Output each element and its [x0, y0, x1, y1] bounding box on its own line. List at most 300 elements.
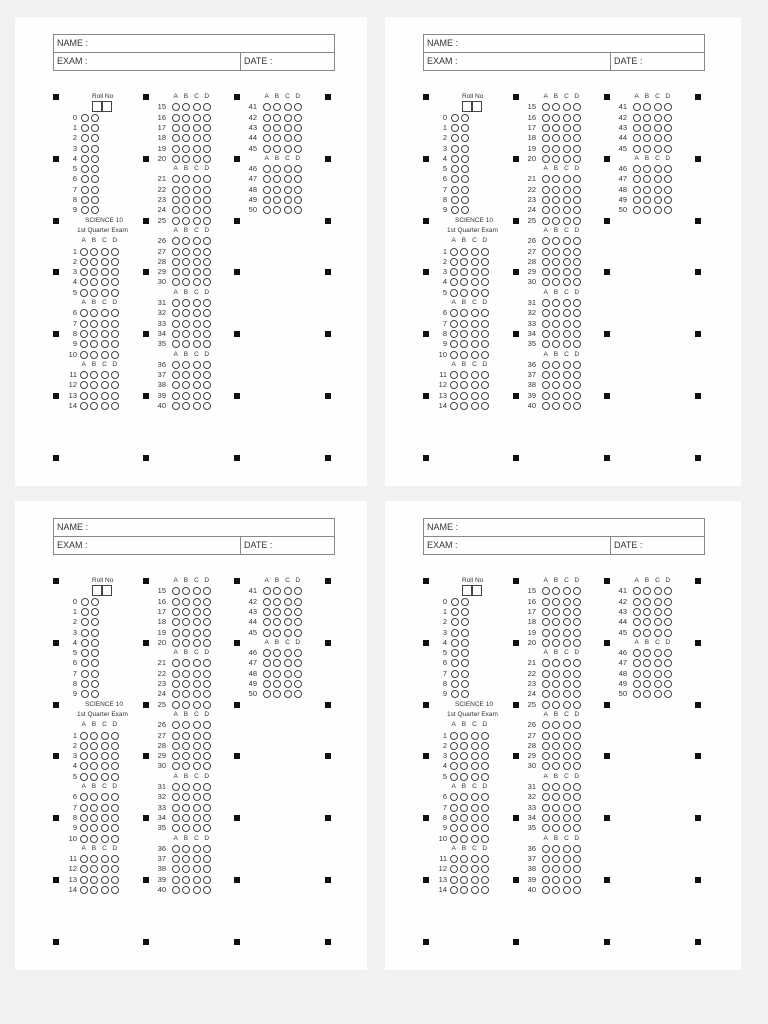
answer-bubble[interactable] [182, 680, 190, 688]
answer-bubble[interactable] [460, 309, 468, 317]
answer-bubble[interactable] [654, 649, 662, 657]
answer-bubble[interactable] [573, 639, 581, 647]
answer-bubble[interactable] [481, 814, 489, 822]
answer-bubble[interactable] [460, 865, 468, 873]
answer-bubble[interactable] [193, 587, 201, 595]
answer-bubble[interactable] [90, 752, 98, 760]
answer-bubble[interactable] [101, 268, 109, 276]
answer-bubble[interactable] [654, 608, 662, 616]
answer-bubble[interactable] [193, 659, 201, 667]
answer-bubble[interactable] [563, 608, 571, 616]
answer-bubble[interactable] [203, 340, 211, 348]
answer-bubble[interactable] [563, 299, 571, 307]
answer-bubble[interactable] [182, 804, 190, 812]
roll-bubble[interactable] [461, 680, 469, 688]
answer-bubble[interactable] [664, 134, 672, 142]
answer-bubble[interactable] [654, 196, 662, 204]
answer-bubble[interactable] [80, 309, 88, 317]
answer-bubble[interactable] [654, 124, 662, 132]
date-field[interactable] [240, 53, 272, 70]
roll-bubble[interactable] [81, 134, 89, 142]
answer-bubble[interactable] [563, 278, 571, 286]
roll-bubble[interactable] [451, 145, 459, 153]
answer-bubble[interactable] [563, 145, 571, 153]
answer-bubble[interactable] [643, 587, 651, 595]
answer-bubble[interactable] [172, 299, 180, 307]
answer-bubble[interactable] [573, 618, 581, 626]
answer-bubble[interactable] [182, 299, 190, 307]
answer-bubble[interactable] [664, 670, 672, 678]
answer-bubble[interactable] [182, 361, 190, 369]
answer-bubble[interactable] [460, 371, 468, 379]
answer-bubble[interactable] [460, 248, 468, 256]
answer-bubble[interactable] [273, 680, 281, 688]
answer-bubble[interactable] [552, 392, 560, 400]
answer-bubble[interactable] [172, 762, 180, 770]
answer-bubble[interactable] [542, 793, 550, 801]
answer-bubble[interactable] [573, 793, 581, 801]
answer-bubble[interactable] [633, 175, 641, 183]
roll-bubble[interactable] [451, 196, 459, 204]
answer-bubble[interactable] [481, 351, 489, 359]
answer-bubble[interactable] [552, 186, 560, 194]
roll-bubble[interactable] [461, 124, 469, 132]
answer-bubble[interactable] [573, 330, 581, 338]
roll-bubble[interactable] [451, 155, 459, 163]
answer-bubble[interactable] [90, 268, 98, 276]
answer-bubble[interactable] [542, 114, 550, 122]
answer-bubble[interactable] [563, 732, 571, 740]
answer-bubble[interactable] [182, 186, 190, 194]
answer-bubble[interactable] [573, 237, 581, 245]
answer-bubble[interactable] [90, 865, 98, 873]
answer-bubble[interactable] [633, 145, 641, 153]
answer-bubble[interactable] [552, 114, 560, 122]
answer-bubble[interactable] [101, 876, 109, 884]
answer-bubble[interactable] [542, 865, 550, 873]
answer-bubble[interactable] [90, 330, 98, 338]
answer-bubble[interactable] [664, 196, 672, 204]
answer-bubble[interactable] [101, 886, 109, 894]
name-field[interactable] [424, 519, 704, 537]
answer-bubble[interactable] [573, 824, 581, 832]
answer-bubble[interactable] [193, 124, 201, 132]
answer-bubble[interactable] [263, 186, 271, 194]
answer-bubble[interactable] [573, 299, 581, 307]
answer-bubble[interactable] [552, 701, 560, 709]
answer-bubble[interactable] [203, 124, 211, 132]
answer-bubble[interactable] [542, 629, 550, 637]
answer-bubble[interactable] [193, 670, 201, 678]
answer-bubble[interactable] [182, 876, 190, 884]
answer-bubble[interactable] [552, 639, 560, 647]
roll-bubble[interactable] [451, 680, 459, 688]
roll-bubble[interactable] [461, 608, 469, 616]
answer-bubble[interactable] [273, 134, 281, 142]
answer-bubble[interactable] [542, 268, 550, 276]
answer-bubble[interactable] [552, 865, 560, 873]
answer-bubble[interactable] [80, 381, 88, 389]
answer-bubble[interactable] [172, 886, 180, 894]
answer-bubble[interactable] [563, 392, 571, 400]
answer-bubble[interactable] [90, 835, 98, 843]
answer-bubble[interactable] [182, 381, 190, 389]
answer-bubble[interactable] [460, 289, 468, 297]
roll-bubble[interactable] [461, 670, 469, 678]
answer-bubble[interactable] [552, 258, 560, 266]
answer-bubble[interactable] [573, 103, 581, 111]
answer-bubble[interactable] [203, 659, 211, 667]
answer-bubble[interactable] [460, 340, 468, 348]
answer-bubble[interactable] [294, 659, 302, 667]
answer-bubble[interactable] [111, 330, 119, 338]
answer-bubble[interactable] [284, 618, 292, 626]
answer-bubble[interactable] [90, 855, 98, 863]
answer-bubble[interactable] [552, 145, 560, 153]
answer-bubble[interactable] [193, 876, 201, 884]
answer-bubble[interactable] [90, 278, 98, 286]
answer-bubble[interactable] [101, 742, 109, 750]
answer-bubble[interactable] [193, 701, 201, 709]
answer-bubble[interactable] [203, 762, 211, 770]
answer-bubble[interactable] [193, 103, 201, 111]
roll-bubble[interactable] [461, 659, 469, 667]
answer-bubble[interactable] [450, 752, 458, 760]
answer-bubble[interactable] [471, 835, 479, 843]
answer-bubble[interactable] [563, 237, 571, 245]
answer-bubble[interactable] [101, 865, 109, 873]
answer-bubble[interactable] [563, 371, 571, 379]
roll-bubble[interactable] [91, 618, 99, 626]
answer-bubble[interactable] [101, 330, 109, 338]
answer-bubble[interactable] [193, 824, 201, 832]
answer-bubble[interactable] [573, 278, 581, 286]
answer-bubble[interactable] [542, 124, 550, 132]
roll-bubble[interactable] [461, 114, 469, 122]
answer-bubble[interactable] [573, 124, 581, 132]
answer-bubble[interactable] [460, 793, 468, 801]
answer-bubble[interactable] [481, 876, 489, 884]
answer-bubble[interactable] [450, 824, 458, 832]
answer-bubble[interactable] [203, 701, 211, 709]
answer-bubble[interactable] [563, 721, 571, 729]
answer-bubble[interactable] [542, 258, 550, 266]
answer-bubble[interactable] [563, 690, 571, 698]
answer-bubble[interactable] [193, 742, 201, 750]
answer-bubble[interactable] [633, 165, 641, 173]
answer-bubble[interactable] [193, 371, 201, 379]
answer-bubble[interactable] [294, 587, 302, 595]
answer-bubble[interactable] [450, 876, 458, 884]
answer-bubble[interactable] [552, 371, 560, 379]
answer-bubble[interactable] [80, 835, 88, 843]
answer-bubble[interactable] [203, 618, 211, 626]
answer-bubble[interactable] [552, 134, 560, 142]
answer-bubble[interactable] [203, 732, 211, 740]
answer-bubble[interactable] [563, 175, 571, 183]
answer-bubble[interactable] [542, 876, 550, 884]
answer-bubble[interactable] [643, 649, 651, 657]
name-field[interactable] [54, 519, 334, 537]
answer-bubble[interactable] [90, 762, 98, 770]
answer-bubble[interactable] [193, 762, 201, 770]
exam-field[interactable] [54, 53, 334, 70]
roll-bubble[interactable] [81, 629, 89, 637]
answer-bubble[interactable] [563, 639, 571, 647]
answer-bubble[interactable] [172, 629, 180, 637]
answer-bubble[interactable] [471, 320, 479, 328]
answer-bubble[interactable] [460, 278, 468, 286]
answer-bubble[interactable] [573, 381, 581, 389]
answer-bubble[interactable] [542, 680, 550, 688]
answer-bubble[interactable] [263, 690, 271, 698]
answer-bubble[interactable] [573, 145, 581, 153]
answer-bubble[interactable] [172, 587, 180, 595]
answer-bubble[interactable] [542, 814, 550, 822]
answer-bubble[interactable] [284, 598, 292, 606]
answer-bubble[interactable] [542, 845, 550, 853]
answer-bubble[interactable] [471, 762, 479, 770]
answer-bubble[interactable] [563, 680, 571, 688]
answer-bubble[interactable] [193, 268, 201, 276]
answer-bubble[interactable] [90, 804, 98, 812]
answer-bubble[interactable] [450, 258, 458, 266]
answer-bubble[interactable] [633, 670, 641, 678]
answer-bubble[interactable] [90, 392, 98, 400]
answer-bubble[interactable] [90, 732, 98, 740]
answer-bubble[interactable] [193, 793, 201, 801]
answer-bubble[interactable] [633, 206, 641, 214]
answer-bubble[interactable] [654, 175, 662, 183]
answer-bubble[interactable] [573, 886, 581, 894]
answer-bubble[interactable] [460, 814, 468, 822]
answer-bubble[interactable] [182, 217, 190, 225]
answer-bubble[interactable] [573, 629, 581, 637]
answer-bubble[interactable] [573, 814, 581, 822]
answer-bubble[interactable] [643, 206, 651, 214]
answer-bubble[interactable] [450, 392, 458, 400]
answer-bubble[interactable] [193, 783, 201, 791]
answer-bubble[interactable] [203, 186, 211, 194]
answer-bubble[interactable] [664, 598, 672, 606]
answer-bubble[interactable] [643, 165, 651, 173]
answer-bubble[interactable] [193, 196, 201, 204]
answer-bubble[interactable] [542, 145, 550, 153]
answer-bubble[interactable] [172, 732, 180, 740]
answer-bubble[interactable] [101, 732, 109, 740]
answer-bubble[interactable] [172, 814, 180, 822]
name-field[interactable] [54, 35, 334, 53]
answer-bubble[interactable] [284, 196, 292, 204]
answer-bubble[interactable] [273, 206, 281, 214]
answer-bubble[interactable] [664, 186, 672, 194]
roll-bubble[interactable] [91, 608, 99, 616]
answer-bubble[interactable] [182, 824, 190, 832]
answer-bubble[interactable] [203, 804, 211, 812]
answer-bubble[interactable] [193, 278, 201, 286]
roll-digit-box[interactable] [92, 101, 102, 112]
answer-bubble[interactable] [552, 103, 560, 111]
answer-bubble[interactable] [193, 629, 201, 637]
answer-bubble[interactable] [193, 618, 201, 626]
answer-bubble[interactable] [182, 608, 190, 616]
answer-bubble[interactable] [80, 762, 88, 770]
roll-bubble[interactable] [451, 186, 459, 194]
answer-bubble[interactable] [203, 680, 211, 688]
answer-bubble[interactable] [633, 690, 641, 698]
answer-bubble[interactable] [172, 278, 180, 286]
answer-bubble[interactable] [481, 773, 489, 781]
answer-bubble[interactable] [80, 865, 88, 873]
answer-bubble[interactable] [294, 649, 302, 657]
roll-bubble[interactable] [451, 659, 459, 667]
answer-bubble[interactable] [172, 701, 180, 709]
answer-bubble[interactable] [633, 618, 641, 626]
answer-bubble[interactable] [542, 196, 550, 204]
answer-bubble[interactable] [654, 659, 662, 667]
answer-bubble[interactable] [573, 402, 581, 410]
answer-bubble[interactable] [90, 289, 98, 297]
answer-bubble[interactable] [273, 649, 281, 657]
answer-bubble[interactable] [563, 103, 571, 111]
answer-bubble[interactable] [172, 175, 180, 183]
answer-bubble[interactable] [182, 258, 190, 266]
answer-bubble[interactable] [193, 155, 201, 163]
answer-bubble[interactable] [664, 206, 672, 214]
answer-bubble[interactable] [573, 855, 581, 863]
answer-bubble[interactable] [172, 690, 180, 698]
answer-bubble[interactable] [481, 835, 489, 843]
answer-bubble[interactable] [101, 340, 109, 348]
answer-bubble[interactable] [273, 114, 281, 122]
answer-bubble[interactable] [101, 773, 109, 781]
answer-bubble[interactable] [573, 680, 581, 688]
roll-bubble[interactable] [451, 165, 459, 173]
answer-bubble[interactable] [664, 608, 672, 616]
answer-bubble[interactable] [172, 361, 180, 369]
roll-bubble[interactable] [451, 114, 459, 122]
answer-bubble[interactable] [111, 835, 119, 843]
answer-bubble[interactable] [664, 103, 672, 111]
answer-bubble[interactable] [450, 762, 458, 770]
answer-bubble[interactable] [542, 639, 550, 647]
answer-bubble[interactable] [450, 381, 458, 389]
answer-bubble[interactable] [664, 659, 672, 667]
answer-bubble[interactable] [263, 165, 271, 173]
answer-bubble[interactable] [294, 124, 302, 132]
answer-bubble[interactable] [542, 186, 550, 194]
answer-bubble[interactable] [471, 392, 479, 400]
answer-bubble[interactable] [643, 659, 651, 667]
answer-bubble[interactable] [471, 824, 479, 832]
roll-digit-box[interactable] [472, 585, 482, 596]
answer-bubble[interactable] [273, 124, 281, 132]
answer-bubble[interactable] [182, 340, 190, 348]
answer-bubble[interactable] [111, 289, 119, 297]
answer-bubble[interactable] [182, 855, 190, 863]
answer-bubble[interactable] [481, 258, 489, 266]
answer-bubble[interactable] [654, 690, 662, 698]
answer-bubble[interactable] [552, 608, 560, 616]
answer-bubble[interactable] [542, 783, 550, 791]
answer-bubble[interactable] [552, 752, 560, 760]
answer-bubble[interactable] [552, 721, 560, 729]
answer-bubble[interactable] [90, 248, 98, 256]
answer-bubble[interactable] [542, 690, 550, 698]
roll-bubble[interactable] [91, 155, 99, 163]
answer-bubble[interactable] [182, 124, 190, 132]
roll-bubble[interactable] [461, 165, 469, 173]
answer-bubble[interactable] [193, 248, 201, 256]
answer-bubble[interactable] [203, 175, 211, 183]
answer-bubble[interactable] [101, 289, 109, 297]
answer-bubble[interactable] [481, 886, 489, 894]
answer-bubble[interactable] [80, 732, 88, 740]
answer-bubble[interactable] [573, 587, 581, 595]
answer-bubble[interactable] [573, 804, 581, 812]
answer-bubble[interactable] [643, 618, 651, 626]
answer-bubble[interactable] [193, 690, 201, 698]
roll-bubble[interactable] [91, 134, 99, 142]
answer-bubble[interactable] [460, 320, 468, 328]
answer-bubble[interactable] [552, 248, 560, 256]
answer-bubble[interactable] [450, 773, 458, 781]
answer-bubble[interactable] [182, 392, 190, 400]
answer-bubble[interactable] [284, 124, 292, 132]
answer-bubble[interactable] [182, 268, 190, 276]
date-field[interactable] [240, 537, 272, 554]
roll-bubble[interactable] [81, 608, 89, 616]
answer-bubble[interactable] [263, 618, 271, 626]
answer-bubble[interactable] [90, 402, 98, 410]
answer-bubble[interactable] [633, 680, 641, 688]
answer-bubble[interactable] [182, 783, 190, 791]
answer-bubble[interactable] [450, 320, 458, 328]
answer-bubble[interactable] [573, 690, 581, 698]
answer-bubble[interactable] [481, 732, 489, 740]
answer-bubble[interactable] [172, 659, 180, 667]
answer-bubble[interactable] [294, 690, 302, 698]
answer-bubble[interactable] [633, 649, 641, 657]
answer-bubble[interactable] [471, 742, 479, 750]
roll-bubble[interactable] [91, 680, 99, 688]
answer-bubble[interactable] [172, 268, 180, 276]
answer-bubble[interactable] [284, 629, 292, 637]
answer-bubble[interactable] [450, 886, 458, 894]
answer-bubble[interactable] [542, 330, 550, 338]
answer-bubble[interactable] [664, 165, 672, 173]
answer-bubble[interactable] [182, 742, 190, 750]
answer-bubble[interactable] [643, 670, 651, 678]
answer-bubble[interactable] [111, 773, 119, 781]
answer-bubble[interactable] [101, 392, 109, 400]
answer-bubble[interactable] [111, 886, 119, 894]
answer-bubble[interactable] [552, 659, 560, 667]
answer-bubble[interactable] [101, 351, 109, 359]
answer-bubble[interactable] [552, 330, 560, 338]
answer-bubble[interactable] [193, 721, 201, 729]
answer-bubble[interactable] [273, 618, 281, 626]
answer-bubble[interactable] [172, 402, 180, 410]
roll-bubble[interactable] [461, 145, 469, 153]
roll-bubble[interactable] [91, 165, 99, 173]
answer-bubble[interactable] [563, 752, 571, 760]
answer-bubble[interactable] [542, 103, 550, 111]
roll-bubble[interactable] [81, 165, 89, 173]
answer-bubble[interactable] [552, 824, 560, 832]
answer-bubble[interactable] [542, 206, 550, 214]
answer-bubble[interactable] [203, 793, 211, 801]
